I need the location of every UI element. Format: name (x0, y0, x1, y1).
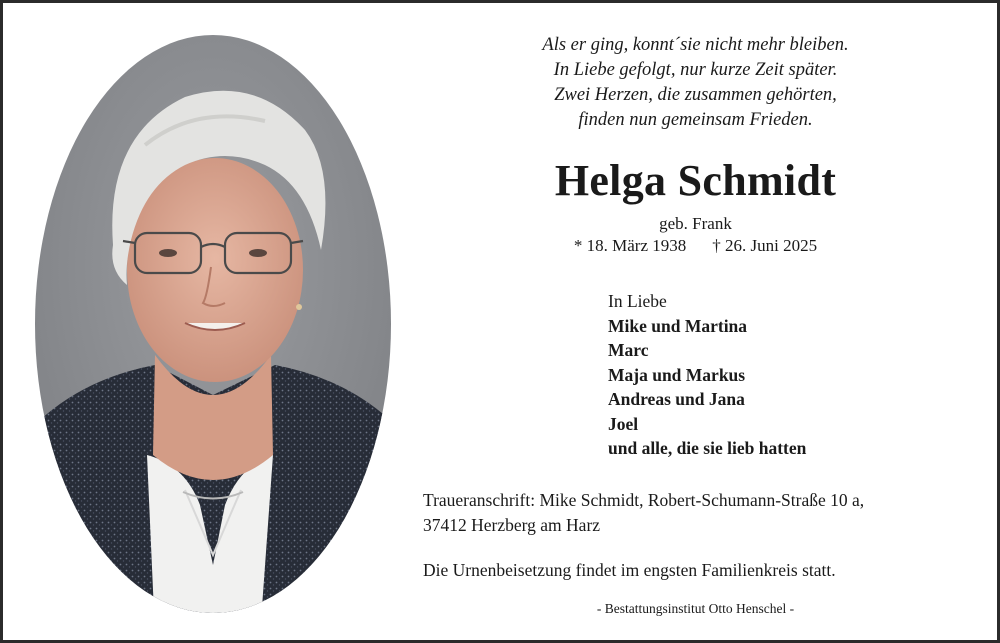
death-date: † 26. Juni 2025 (712, 236, 818, 255)
poem-line: Als er ging, konnt´sie nicht mehr bleiben. (542, 35, 849, 55)
funeral-home: - Bestattungsinstitut Otto Henschel - (596, 601, 795, 616)
mourner: und alle, die sie lieb hatten (608, 438, 807, 458)
life-dates (423, 236, 968, 256)
address-line: 37412 Herzberg am Harz (423, 515, 601, 535)
mourner: Joel (608, 413, 639, 434)
birth-date: * 18. März 1938 (573, 236, 687, 255)
mourner: Maja und Markus (608, 364, 746, 385)
mourner: Andreas und Jana (608, 389, 745, 409)
poem-line: In Liebe gefolgt, nur kurze Zeit später. (553, 60, 838, 80)
mourner: Mike und Martina (608, 315, 748, 336)
birth-name: geb. Frank (659, 214, 732, 233)
burial-notice: Die Urnenbeisetzung findet im engsten Familienkreis statt. (423, 560, 836, 580)
address-line: Traueranschrift: Mike Schmidt, Robert-Schumann-Straße 10 a, (423, 490, 865, 510)
mourner: Marc (608, 340, 649, 360)
poem-line: finden nun gemeinsam Frieden. (578, 110, 813, 130)
poem-line: Zwei Herzen, die zusammen gehörten, (554, 85, 837, 105)
mourners-intro: In Liebe (608, 291, 667, 311)
mourners-list (608, 289, 806, 461)
portrait-photo (35, 35, 391, 613)
memorial-poem (423, 33, 968, 133)
deceased-name: Helga Schmidt (554, 156, 837, 205)
mourning-address (423, 488, 864, 538)
